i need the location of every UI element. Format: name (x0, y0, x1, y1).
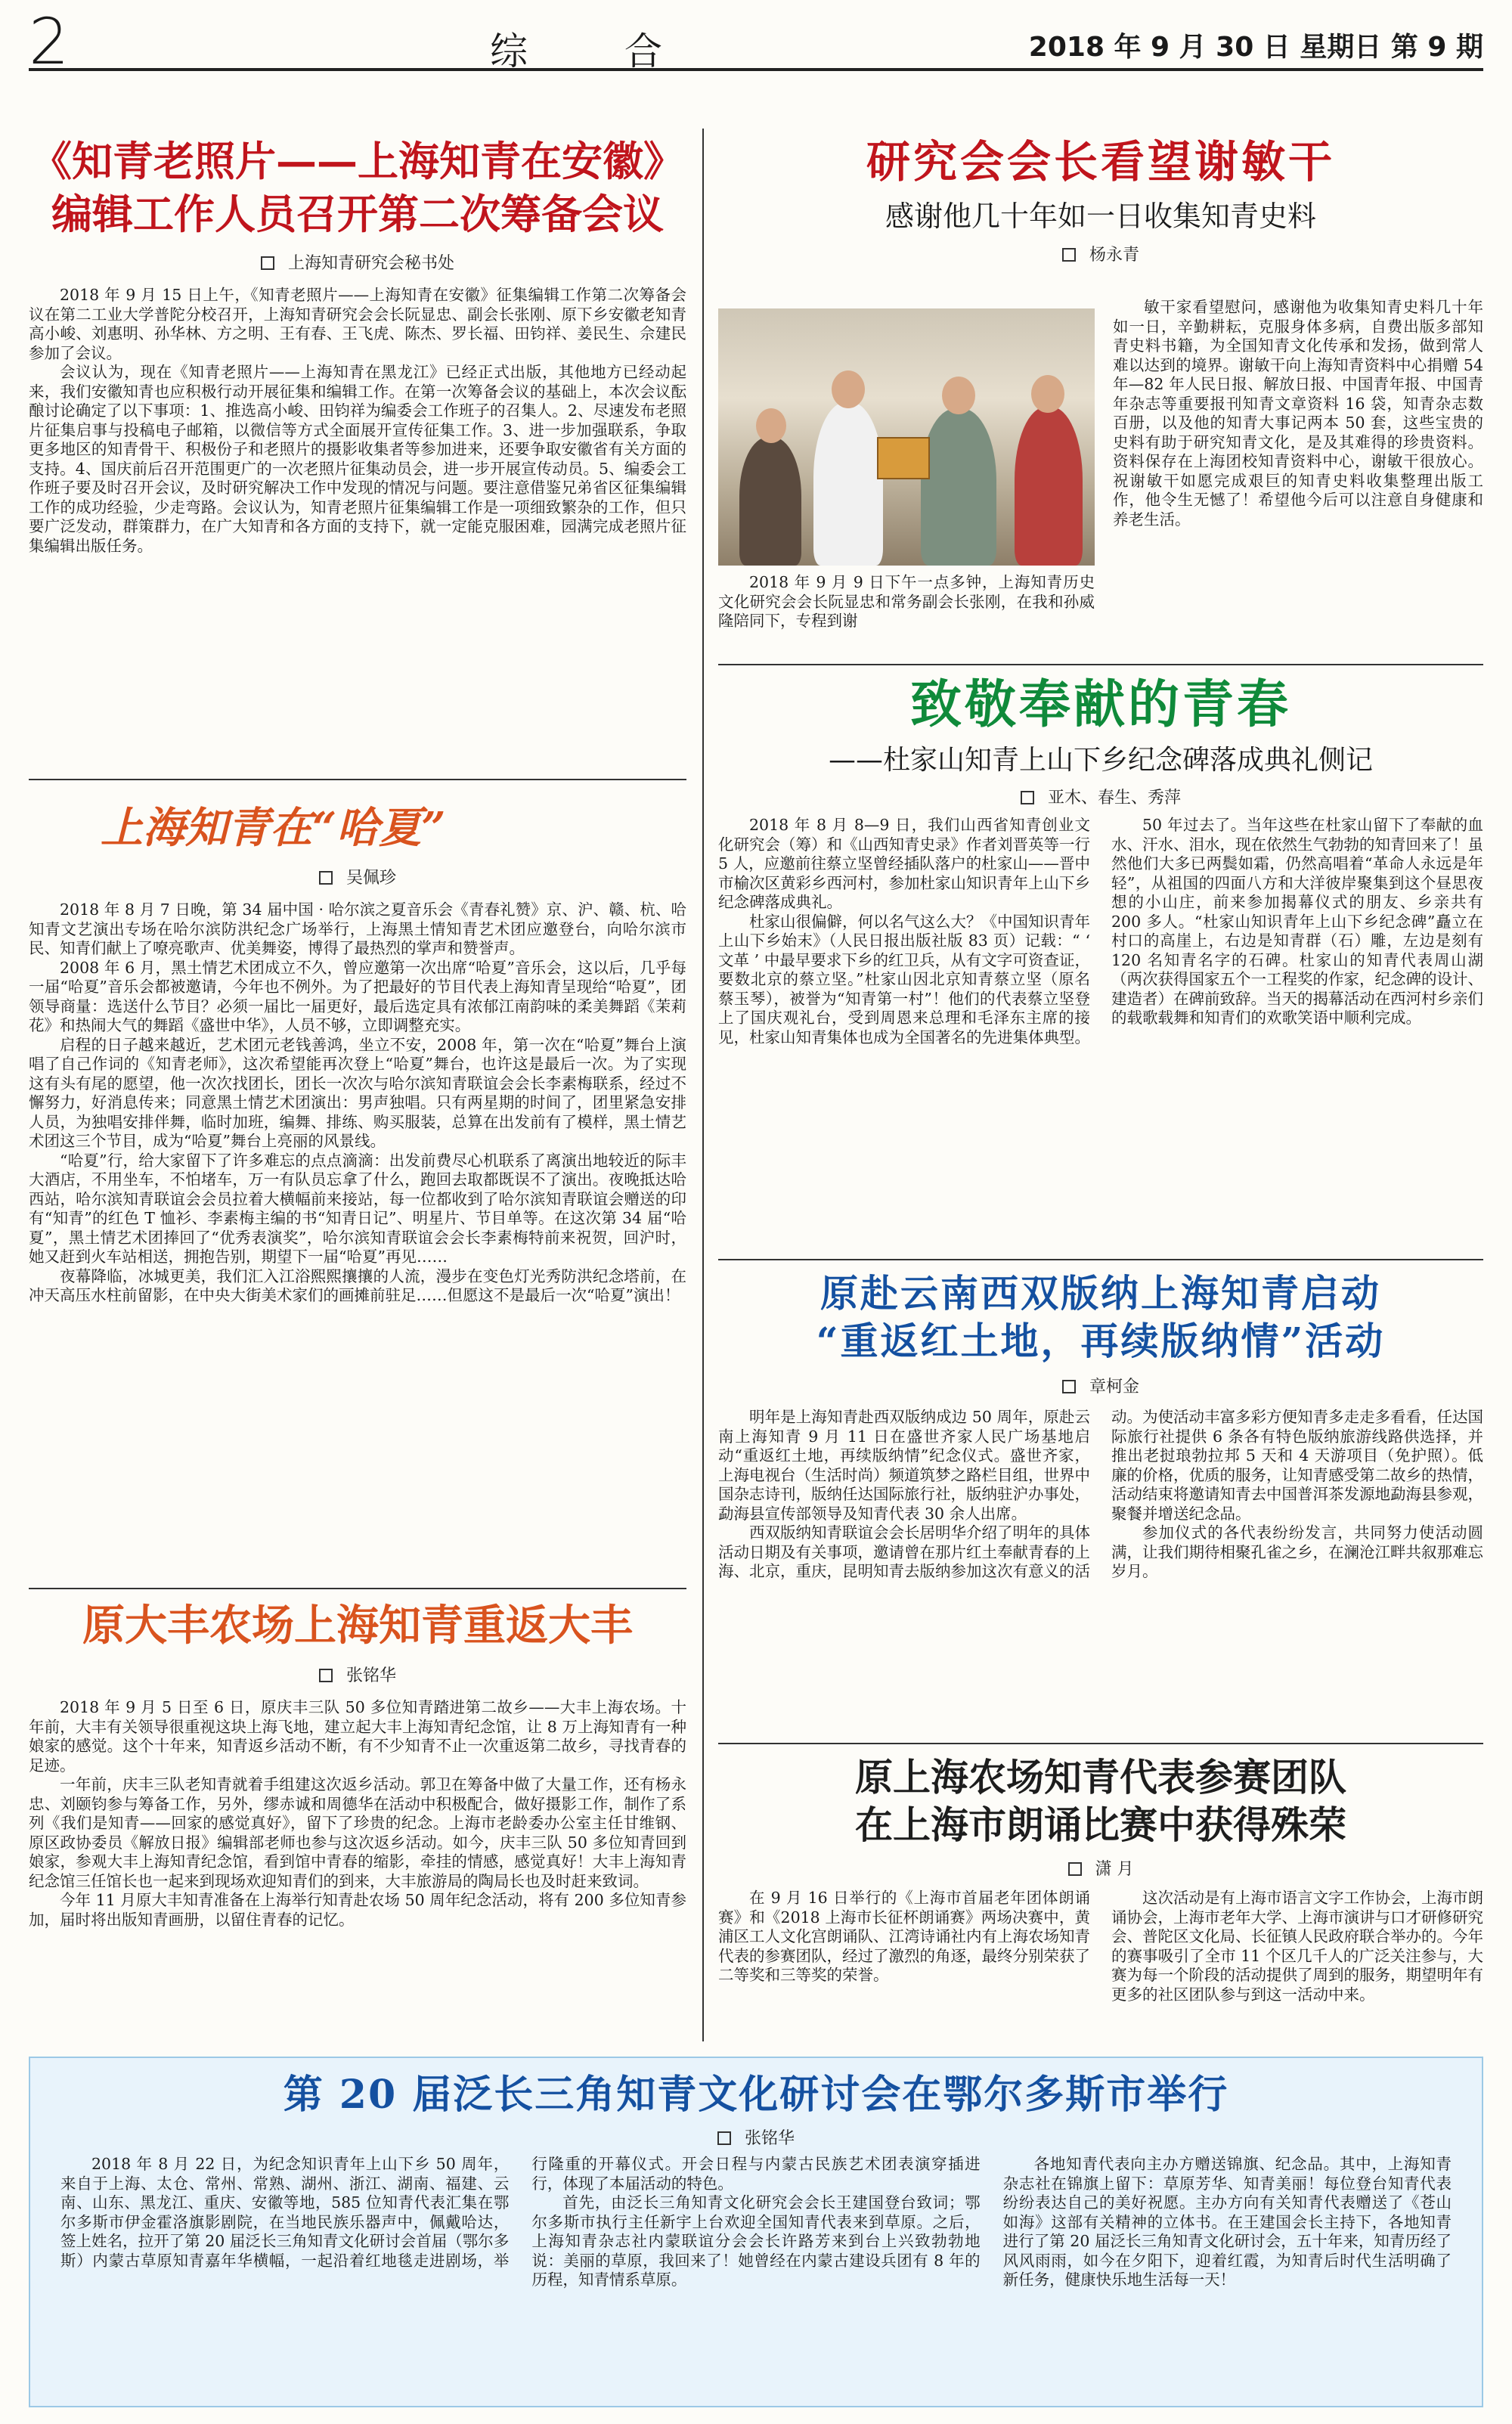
square-outline-icon (1068, 1862, 1082, 1876)
article-title-line2: “重返红土地，再续版纳情”活动 (816, 1318, 1386, 1363)
divider-line (29, 779, 686, 780)
divider-line (718, 1259, 1483, 1260)
article-subtitle: 感谢他几十年如一日收集知青史料 (885, 199, 1316, 233)
article-body: 敏干家看望慰问，感谢他为收集知青史料几十年如一日，辛勤耕耘，克服身体多病，自费出版多部知青史料书籍，为全国知青文化传承和发扬，做到常人难以达到的境界。谢敏干向上海知青资料中心捐赠 54 年—82 年人民日报、解放日报、中国青年报、中国青年杂志等重要报刊知青文章资料 16 袋，知青杂志数百册，以及他的知青大事记两本 50 套，这些宝贵的史料有助于研究知青文化，是及其难得的珍贵资料。资料保存在上海团校知青资料中心，谢敏干很放心。祝谢敏干如愿完成艰巨的知青史料收集整理出版工作，他令生无憾了！希望他今后可以注意自身健康和养老生活。 (1113, 298, 1483, 529)
byline: 张铭华 (29, 1663, 686, 1686)
byline: 上海知青研究会秘书处 (29, 250, 686, 274)
article-body: 2018 年 9 月 5 日至 6 日，原庆丰三队 50 多位知青踏进第二故乡——大丰上海农场。十年前，大丰有关领导很重视这块上海飞地，建立起大丰上海知青纪念馆，让 8 万上海知青有一种娘家的感觉。这个十年来，知青返乡活动不断，有不少知青不止一次重返第二故乡，寻找青春的足迹。 一年前，庆丰三队老知青就着手组建这次返乡活动。郭卫在筹备中做了大量工作，还有杨永忠、刘颐钧参与筹备工作，另外，缪赤诚和周德华在活动中积极配合，做好摄影工作，制作了系列《我们是知青——回家的感觉真好》，留下了珍贵的纪念。上海市老龄委办公室主任甘维钢、原区政协委员《解放日报》编辑部老师也参与这次返乡活动。如今，庆丰三队 50 多位知青回到娘家，参观大丰上海知青纪念馆，看到馆中青春的缩影，牵挂的情感，感觉真好！大丰上海知青纪念馆三任馆长也一起来到现场欢迎知青们的到来，大丰旅游局的陶局长也及时赶来致词。 今年 11 月原大丰知青准备在上海举行知青赴农场 50 周年纪念活动，将有 200 多位知青参加，届时将出版知青画册，以留住青春的记忆。 (29, 1698, 686, 1929)
article-title: 原赴云南西双版纳上海知青启动 (820, 1271, 1381, 1316)
page-number: 2 (29, 5, 70, 79)
article-anhui-photos (29, 136, 686, 756)
photo-caption: 2018 年 9 月 9 日下午一点多钟，上海知青历史文化研究会会长阮显忠和常务副会长张刚，在我和孙威隆陪同下，专程到谢 (718, 573, 1095, 630)
masthead (29, 5, 1483, 79)
article-dafeng-return (29, 1599, 686, 2045)
square-outline-icon (261, 256, 274, 270)
article-body: 2018 年 8 月 8—9 日，我们山西省知青创业文化研究会（筹）和《山西知青史录》作者刘晋英等一行 5 人，应邀前往蔡立坚曾经插队落户的杜家山——晋中市榆次区黄彩乡西河村，参加杜家山知识青年上山下乡纪念碑落成典礼。 杜家山很偏僻，何以名气这么大？《中国知识青年上山下乡始末》（人民日报出版社版 83 页）记载：“ ‘ 文革 ’ 中最早要求下乡的红卫兵，从有文字可资查证，要数北京的蔡立坚。”杜家山因北京知青蔡立坚（原名蔡玉琴），被誉为“知青第一村”！他们的代表蔡立坚登上了国庆观礼台，受到周恩来总理和毛泽东主席的接见，杜家山知青集体也成为全国著名的先进集体典型。 50 年过去了。当年这些在杜家山留下了奉献的血水、汗水、泪水，现在依然生气勃勃的知青回来了！虽然他们大多已两鬓如霜，仍然高唱着“革命人永远是年轻”，从祖国的四面八方和大洋彼岸聚集到这个昼思夜想的小山庄，前来参加揭幕仪式的朋友、乡亲共有 200 多人。“杜家山知识青年上山下乡纪念碑”矗立在村口的高崖上，右边是知青群（石）雕，左边是刻有 120 名知青名字的石碑。杜家山的知青代表周山湖（两次获得国家五个一工程奖的作家，纪念碑的设计、建造者）在碑前致辞。当天的揭幕活动在西河村乡亲们的载歌载舞和知青们的欢歌笑语中顺利完成。 (718, 816, 1483, 1046)
column-divider (702, 129, 704, 2041)
article-title: 致敬奉献的青春 (909, 674, 1291, 735)
article-title: 原上海农场知青代表参赛团队 (855, 1755, 1346, 1799)
article-body: 在 9 月 16 日举行的《上海市首届老年团体朗诵赛》和《2018 上海市长征杯朗诵赛》两场决赛中，黄浦区工人文化宫朗诵队、江湾诗诵社内有上海农场知青代表的参赛团队，经过了激烈的角逐，最终分别荣获了二等奖和三等奖的荣誉。 这次活动是有上海市语言文字工作协会，上海市朗诵协会，上海市老年大学、上海市演讲与口才研修研究会、普陀区文化局、长征镇人民政府联合举办的。今年的赛事吸引了全市 11 个区几千人的广泛关注参与，大赛为每一个阶段的活动提供了周到的服务，期望明年有更多的社区团队参与到这一活动中来。 (718, 1889, 1483, 2004)
byline: 杨永青 (718, 242, 1483, 265)
article-body: 明年是上海知青赴西双版纳成边 50 周年，原赴云南上海知青 9 月 11 日在盛世齐家人民广场基地启动“重返红土地，再续版纳情”纪念仪式。盛世齐家，上海电视台（生活时尚）频道筑梦之路栏目组，世界中国杂志诗刊，版纳任达国际旅行社，版纳驻沪办事处，勐海县宣传部领导及知青代表 30 余人出席。 西双版纳知青联谊会会长居明华介绍了明年的具体活动日期及有关事项，邀请曾在那片红土奉献青春的上海、北京，重庆，昆明知青去版纳参加这次有意义的活动。为使活动丰富多彩方便知青多走走多看看，任达国际旅行社提供 6 条各有特色版纳旅游线路供选择，并推出老挝琅勃拉邦 5 天和 4 天游项目（免护照）。低廉的价格，优质的服务，让知青感受第二故乡的热情，活动结束将邀请知青去中国普洱茶发源地勐海县参观，聚餐并增送纪念品。 参加仪式的各代表纷纷发言，共同努力使活动圆满，让我们期待相聚孔雀之乡，在澜沧江畔共叙那难忘岁月。 (718, 1408, 1483, 1580)
article-harbin-summer (29, 801, 686, 1580)
square-outline-icon (319, 1669, 333, 1682)
article-title-line2: 在上海市朗诵比赛中获得殊荣 (855, 1802, 1346, 1847)
article-title: 上海知青在“哈夏” (101, 803, 446, 853)
square-outline-icon (319, 871, 333, 885)
article-body: 2018 年 8 月 22 日，为纪念知识青年上山下乡 50 周年，来自于上海、太仓、常州、常熟、湖州、浙江、湖南、福建、云南、山东、黑龙江、重庆、安徽等地，585 位知青代表汇集在鄂尔多斯市伊金霍洛旗影剧院，在当地民族乐器声中，佩戴哈达，签上姓名，拉开了第 20 届泛长三角知青文化研讨会首届（鄂尔多斯）内蒙古草原知青嘉年华横幅，一起沿着红地毯走进剧场，举行隆重的开幕仪式。开会日程与内蒙古民族艺术团表演穿插进行，体现了本届活动的特色。 首先，由泛长三角知青文化研究会会长王建国登台致词；鄂尔多斯市执行主任新宇上台欢迎全国知青代表来到草原。之后，上海知青杂志社内蒙联谊分会会长许路芳来到台上兴致勃勃地说：美丽的草原，我回来了！她曾经在内蒙古建设兵团有 8 年的历程，知青情系草原。 各地知青代表向主办方赠送锦旗、纪念品。其中，上海知青杂志社在锦旗上留下：草原芳华、知青美丽！每位登台知青代表纷纷表达自己的美好祝愿。主办方向有关知青代表赠送了《苍山如海》这部有关精神的立体书。在王建国会长主持下，各地知青进行了第 20 届泛长三角知青文化研讨会，五十年来，知青历经了风风雨雨，如今在夕阳下，迎着红霞，为知青后时代生活明确了新任务，健康快乐地生活每一天！ (60, 2155, 1452, 2289)
byline: 章柯金 (718, 1374, 1483, 1397)
square-outline-icon (717, 2131, 731, 2145)
byline: 张铭华 (30, 2125, 1482, 2149)
byline: 潇 月 (718, 1856, 1483, 1880)
article-ordos-box (29, 2057, 1483, 2407)
square-outline-icon (1062, 248, 1076, 262)
article-title: 研究会会长看望谢敏干 (866, 136, 1335, 188)
article-title: 原大丰农场上海知青重返大丰 (82, 1601, 633, 1651)
article-subtitle: ——杜家山知青上山下乡纪念碑落成典礼侧记 (828, 745, 1373, 776)
byline: 吴佩珍 (29, 865, 686, 888)
article-body: 2018 年 8 月 7 日晚，第 34 届中国 · 哈尔滨之夏音乐会《青春礼赞》京、沪、赣、杭、哈知青文艺演出专场在哈尔滨防洪纪念广场举行，上海黑土情知青艺术团应邀登台，向哈尔滨市民、知青们献上了嘹亮歌声、优美舞姿，博得了最热烈的掌声和赞誉声。 2008 年 6 月，黑土情艺术团成立不久，曾应邀第一次出席“哈夏”音乐会，这以后，几乎每一届“哈夏”音乐会都被邀请，今年也不例外。为了把最好的节目代表上海知青呈现给“哈夏”，团领导商量：选送什么节目？必须一届比一届更好，最后选定具有浓郁江南韵味的柔美舞蹈《茉莉花》和热闹大气的舞蹈《盛世中华》，人员不够，立即调整充实。 启程的日子越来越近，艺术团元老钱善鸿，坐立不安，2008 年，第一次在“哈夏”舞台上演唱了自己作词的《知青老师》，这次希望能再次登上“哈夏”舞台，也许这是最后一次。为了实现这有头有尾的愿望，他一次次找团长，团长一次次与哈尔滨知青联谊会会长李素梅联系，经过不懈努力，好消息传来；同意黑土情艺术团演出：男声独唱。只有两星期的时间了，团里紧急安排人员，为独唱安排伴舞，临时加班，编舞、排练、购买服装，总算在出发前有了模样，黑土情艺术团这三个节目，成为“哈夏”舞台上亮丽的风景线。 “哈夏”行，给大家留下了许多难忘的点点滴滴：出发前费尽心机联系了离演出地较近的际丰大酒店，不用坐车，不怕堵车，万一有队员忘拿了什么，跑回去取都既误不了演出。夜晚抵达哈西站，哈尔滨知青联谊会会员拉着大横幅前来接站，每一位都收到了哈尔滨知青联谊会赠送的印有“知青”的红色 T 恤衫、李素梅主编的书“知青日记”、明星片、节目单等。在这次第 34 届“哈夏”，黑土情艺术团捧回了“优秀表演奖”，哈尔滨知青联谊会会长李素梅特前来祝贺，回沪时，她又赶到火车站相送，拥抱告别，期望下一届“哈夏”再见…… 夜幕降临，冰城更美，我们汇入江浴熙熙攘攘的人流，漫步在变色灯光秀防洪纪念塔前，在冲天高压水柱前留影，在中央大街美术家们的画摊前驻足……但愿这不是最后一次“哈夏”演出！ (29, 900, 686, 1304)
article-title: 第 20 届泛长三角知青文化研讨会在鄂尔多斯市举行 (283, 2072, 1229, 2118)
issue-date: 2018 年 9 月 30 日 星期日 第 9 期 (1028, 32, 1483, 63)
divider-line (29, 1588, 686, 1589)
section-title: 综 合 (490, 29, 705, 73)
article-xishuangbanna (718, 1270, 1483, 1754)
byline: 亚木、春生、秀萍 (718, 785, 1483, 808)
article-body: 2018 年 9 月 15 日上午，《知青老照片——上海知青在安徽》征集编辑工作第二次筹备会议在第二工业大学普陀分校召开，上海知青研究会会长阮显忠、副会长张刚、原下乡安徽老知青高小峻、刘惠明、孙华林、方之明、王有春、王飞虎、陈杰、罗长福、田钧祥、姜民生、佘建民参加了会议。 会议认为，现在《知青老照片——上海知青在黑龙江》已经正式出版，其他地方已经动起来，我们安徽知青也应积极行动开展征集和编辑工作。在第一次筹备会议的基础上，本次会议酝酿讨论确定了以下事项：1、推选高小峻、田钧祥为编委会工作班子的召集人。2、尽速发布老照片征集启事与投稿电子邮箱，以微信等方式全面展开宣传征集工作。3、进一步加强联系，争取更多地区的知青骨干、积极份子和老照片的摄影收集者等参加进来，还要争取安徽省有关方面的支持。4、国庆前后召开范围更广的一次老照片征集动员会，进一步开展宣传动员。5、编委会工作班子要及时召开会议，及时研究解决工作中发现的情况与问题。要注意借鉴兄弟省区征集编辑工作的成功经验，少走弯路。会议认为，知青老照片征集编辑工作是一项细致繁杂的工作，但只要广泛发动，群策群力，在广大知青和各方面的支持下，就一定能克服困难，园满完成老照片征集编辑出版任务。 (29, 286, 686, 555)
divider-line (718, 664, 1483, 665)
news-photo (718, 308, 1095, 566)
divider-line (718, 1743, 1483, 1744)
article-title-line2: 编辑工作人员召开第二次筹备会议 (51, 189, 664, 238)
article-visit-xie (718, 135, 1483, 656)
article-dujiashan (718, 673, 1483, 1248)
article-title: 《知青老照片——上海知青在安徽》 (31, 137, 684, 185)
square-outline-icon (1021, 791, 1034, 804)
square-outline-icon (1062, 1380, 1076, 1393)
article-recitation (718, 1754, 1483, 2045)
